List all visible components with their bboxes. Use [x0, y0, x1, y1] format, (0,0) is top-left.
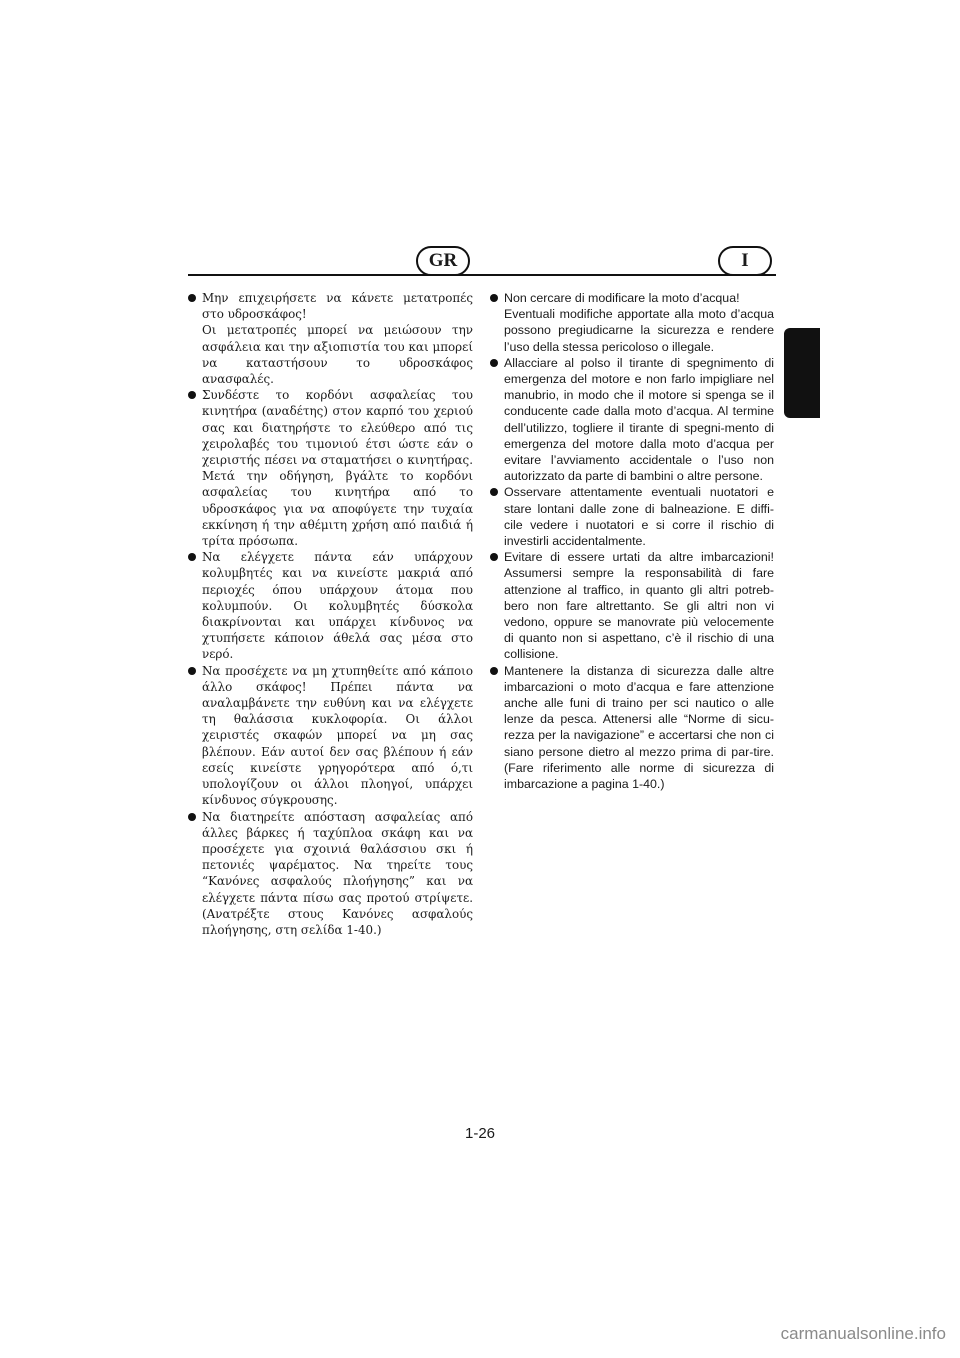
italian-column: [490, 290, 774, 792]
bullet-item: [490, 663, 774, 793]
bullet-item: [490, 549, 774, 662]
bullet-item: [490, 355, 774, 485]
bullet-text: Eventuali modifiche apportate alla moto d’acqua possono pregiudicarne la sicurezza e rendere l’uso della stessa pericoloso o illegale.: [504, 307, 774, 354]
header-rule: [188, 274, 776, 276]
bullet-item: [188, 809, 473, 939]
bullet-text: Non cercare di modificare la moto d’acqua!: [504, 291, 740, 305]
bullet-dot-icon: [188, 294, 196, 302]
bullet-item: [188, 387, 473, 549]
bullet-text: Να ελέγχετε πάντα εάν υπάρχουν κολυμβητές και να κινείστε μακριά από περιοχές όπου υπάρχουν άτομα που κολυμπούν. Οι κολυμβητές δύσκολα διακρίνονται και υπάρχει κίνδυνος να χτυπήσετε κάποιον άθελά σας μέσα στο νερό.: [202, 550, 473, 662]
bullet-dot-icon: [490, 359, 498, 367]
bullet-dot-icon: [490, 294, 498, 302]
bullet-text: Allacciare al polso il tirante di spegnimento di emergenza del motore e non farlo impigliare nel manubrio, in modo che il motore si spenga se il conducente cade dalla moto d’acqua. Al termine dell’utilizzo, togliere il tirante di spegni-mento di emergenza del motore dalla moto d’acqua per evitare l’avviamento accidentale o l’uso non autorizzato da parte di bambini o altre persone.: [504, 355, 774, 484]
bullet-text: Να προσέχετε να μη χτυπηθείτε από κάποιο άλλο σκάφος! Πρέπει πάντα να αναλαμβάνετε την ευθύνη και να ελέγχετε τη θαλάσσια κυκλοφορία. Οι άλλοι χειριστές σκαφών μπορεί να μη σας βλέπουν. Εάν αυτοί δεν σας βλέπουν ή εάν εσείς κινείστε γρηγορότερα από ό,τι υπολογίζουν οι άλλοι πλοηγοί, υπάρχει κίνδυνος σύγκρουσης.: [202, 663, 473, 808]
bullet-item: [490, 484, 774, 549]
bullet-dot-icon: [490, 667, 498, 675]
bullet-item: [188, 663, 473, 809]
bullet-dot-icon: [490, 553, 498, 561]
bullet-text: Evitare di essere urtati da altre imbarcazioni! Assumersi sempre la responsabilità di fare attenzione al traffico, in quanto gli altri potreb-bero non fare altrettanto. Se gli altri non vi vedono, oppure se manovrate più velocemente di quanto non si aspettano, c’è il rischio di una collisione.: [504, 550, 774, 662]
bullet-text: Osservare attentamente eventuali nuotatori e stare lontani dalle zone di balneazione. E diffi-cile vedere i nuotatori e si corre il rischio di investirli accidentalmente.: [504, 485, 774, 549]
language-badge-gr: GR: [416, 246, 470, 276]
section-tab-marker: [784, 328, 820, 418]
bullet-text: Να διατηρείτε απόσταση ασφαλείας από άλλες βάρκες ή ταχύπλοα σκάφη και να προσέχετε για σχοινιά θαλάσσιου σκι ή πετονιές ψαρέματος. Να τηρείτε τους “Κανόνες ασφαλούς πλοήγησης” και να ελέγχετε πάντα πίσω σας προτού στρίψετε. (Ανατρέξτε στους Κανόνες ασφαλούς πλοήγησης, στη σελίδα 1-40.): [202, 809, 473, 937]
bullet-item: [490, 290, 774, 355]
page-number: 1-26: [464, 1125, 496, 1142]
greek-column: [188, 290, 473, 938]
bullet-dot-icon: [490, 488, 498, 496]
watermark: carmanualsonline.info: [780, 1324, 946, 1343]
bullet-text: Mantenere la distanza di sicurezza dalle altre imbarcazioni o moto d’acqua e fare attenzione anche alle funi di traino per sci nautico o alle lenze da pesca. Attenersi alle “Norme di sicu-rezza per la navigazione” e accertarsi che non ci siano persone dietro al mezzo prima di par-tire. (Fare riferimento alle norme di sicurezza di imbarcazione a pagina 1-40.): [504, 663, 774, 792]
bullet-item: [188, 290, 473, 387]
bullet-dot-icon: [188, 391, 196, 399]
bullet-item: [188, 549, 473, 662]
bullet-text: Οι μετατροπές μπορεί να μειώσουν την ασφάλεια και την αξιοπιστία του και μπορεί να καταστήσουν το υδροσκάφος ανασφαλές.: [202, 323, 473, 387]
language-badge-it: I: [718, 246, 772, 276]
bullet-text: Συνδέστε το κορδόνι ασφαλείας του κινητήρα (αναδέτης) στον καρπό του χεριού σας και διατηρήστε το ελεύθερο από τις χειρολαβές του τιμονιού έτσι ώστε εάν ο χειριστής πέσει να σταματήσει ο κινητήρας. Μετά την οδήγηση, βγάλτε το κορδόνι ασφαλείας του κινητήρα από το υδροσκάφος για να αποφύγετε την τυχαία εκκίνηση ή την αθέμιτη χρήση από παιδιά ή τρίτα πρόσωπα.: [202, 388, 473, 549]
bullet-text: Μην επιχειρήσετε να κάνετε μετατροπές στο υδροσκάφος!: [202, 291, 473, 322]
bullet-dot-icon: [188, 667, 196, 675]
bullet-dot-icon: [188, 553, 196, 561]
bullet-dot-icon: [188, 813, 196, 821]
